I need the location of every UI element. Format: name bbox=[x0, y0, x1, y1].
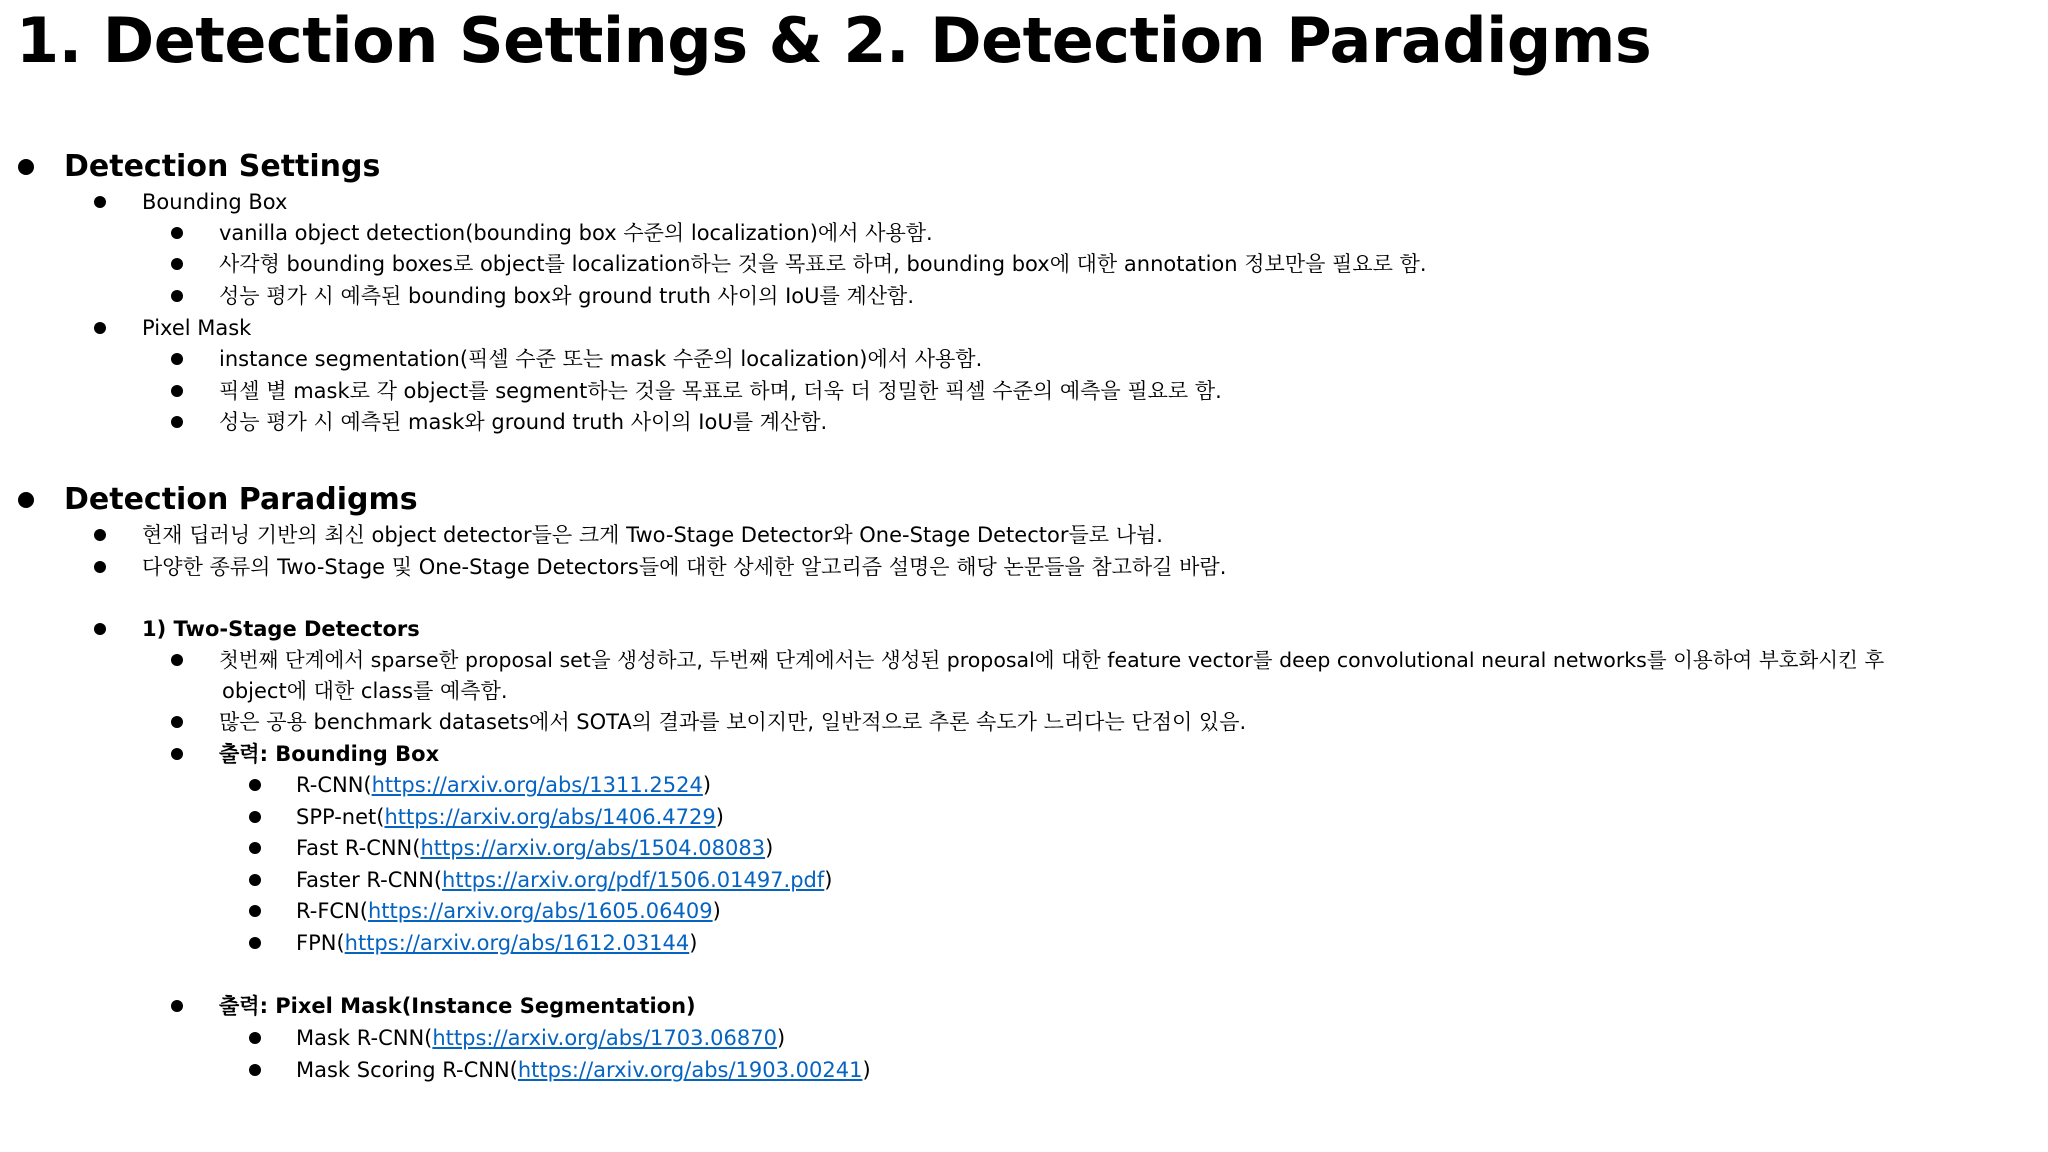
bullet-icon bbox=[171, 227, 183, 239]
paper-link[interactable]: https://arxiv.org/abs/1903.00241 bbox=[517, 1058, 863, 1082]
bullet-icon bbox=[94, 623, 106, 635]
list-item-text: 많은 공용 benchmark datasets에서 SOTA의 결과를 보이지만, 일반적으로 추론 속도가 느리다는 단점이 있음. bbox=[219, 710, 1247, 734]
bullet-icon bbox=[171, 385, 183, 397]
list-item-text: 다양한 종류의 Two-Stage 및 One-Stage Detectors들에 대한 상세한 알고리즘 설명은 해당 논문들을 참고하길 바람. bbox=[142, 555, 1227, 579]
bullet-icon bbox=[249, 842, 261, 854]
bullet-icon bbox=[171, 1000, 183, 1012]
page-title: 1. Detection Settings & 2. Detection Paradigms bbox=[16, 4, 1652, 77]
list-item-text: 첫번째 단계에서 sparse한 proposal set을 생성하고, 두번째 단계에서는 생성된 proposal에 대한 feature vector를 deep convolutional neural networks를 이용하여 부호화시킨 후 bbox=[219, 648, 1885, 672]
paper-name: R-CNN bbox=[296, 773, 364, 797]
list-item-text: 성능 평가 시 예측된 mask와 ground truth 사이의 IoU를 계산함. bbox=[219, 410, 828, 434]
bullet-icon bbox=[249, 1032, 261, 1044]
bullet-icon bbox=[249, 1064, 261, 1076]
paper-link[interactable]: https://arxiv.org/abs/1605.06409 bbox=[367, 899, 713, 923]
list-item-text: instance segmentation(픽셀 수준 또는 mask 수준의 localization)에서 사용함. bbox=[219, 347, 983, 371]
paper-link[interactable]: https://arxiv.org/abs/1406.4729 bbox=[384, 805, 716, 829]
bullet-icon bbox=[171, 654, 183, 666]
bullet-icon bbox=[249, 874, 261, 886]
bullet-icon bbox=[171, 290, 183, 302]
bullet-icon bbox=[171, 416, 183, 428]
paper-link[interactable]: https://arxiv.org/abs/1612.03144 bbox=[344, 931, 690, 955]
paradigms-heading: Detection Paradigms bbox=[64, 482, 418, 517]
list-item-text: 사각형 bounding boxes로 object를 localization하는 것을 목표로 하며, bounding box에 대한 annotation 정보만을 필요로 함. bbox=[219, 252, 1427, 276]
bullet-icon bbox=[94, 561, 106, 573]
list-item-text: object에 대한 class를 예측함. bbox=[222, 679, 508, 703]
bullet-icon bbox=[94, 322, 106, 334]
mask-label: Pixel Mask bbox=[142, 316, 252, 340]
bullet-icon bbox=[171, 258, 183, 270]
settings-heading: Detection Settings bbox=[64, 149, 381, 184]
bullet-icon bbox=[249, 779, 261, 791]
bullet-icon bbox=[171, 748, 183, 760]
list-item-text: vanilla object detection(bounding box 수준의 localization)에서 사용함. bbox=[219, 221, 933, 245]
paper-name: R-FCN bbox=[296, 899, 360, 923]
bullet-icon bbox=[18, 492, 34, 508]
bbox-label: Bounding Box bbox=[142, 190, 288, 214]
paper-name: Mask Scoring R-CNN bbox=[296, 1058, 510, 1082]
bullet-icon bbox=[171, 716, 183, 728]
bullet-icon bbox=[94, 529, 106, 541]
mask-output-label: 출력: Pixel Mask(Instance Segmentation) bbox=[219, 994, 696, 1018]
paper-link[interactable]: https://arxiv.org/abs/1311.2524 bbox=[371, 773, 703, 797]
bullet-icon bbox=[249, 937, 261, 949]
bullet-icon bbox=[249, 811, 261, 823]
paper-name: Faster R-CNN bbox=[296, 868, 434, 892]
paper-name: Fast R-CNN bbox=[296, 836, 413, 860]
paper-name: FPN bbox=[296, 931, 337, 955]
bullet-icon bbox=[171, 353, 183, 365]
bbox-output-label: 출력: Bounding Box bbox=[219, 742, 440, 766]
paper-link[interactable]: https://arxiv.org/abs/1504.08083 bbox=[420, 836, 766, 860]
bullet-icon bbox=[94, 196, 106, 208]
bullet-icon bbox=[249, 905, 261, 917]
paper-name: Mask R-CNN bbox=[296, 1026, 425, 1050]
list-item-text: 픽셀 별 mask로 각 object를 segment하는 것을 목표로 하며, 더욱 더 정밀한 픽셀 수준의 예측을 필요로 함. bbox=[219, 379, 1222, 403]
paper-name: SPP-net bbox=[296, 805, 377, 829]
list-item-text: 현재 딥러닝 기반의 최신 object detector들은 크게 Two-Stage Detector와 One-Stage Detector들로 나뉨. bbox=[142, 523, 1163, 547]
paper-link[interactable]: https://arxiv.org/abs/1703.06870 bbox=[432, 1026, 777, 1050]
two-stage-label: 1) Two-Stage Detectors bbox=[142, 617, 420, 641]
paper-link[interactable]: https://arxiv.org/pdf/1506.01497.pdf bbox=[442, 868, 825, 892]
bullet-icon bbox=[18, 159, 34, 175]
list-item-text: 성능 평가 시 예측된 bounding box와 ground truth 사이의 IoU를 계산함. bbox=[219, 284, 914, 308]
